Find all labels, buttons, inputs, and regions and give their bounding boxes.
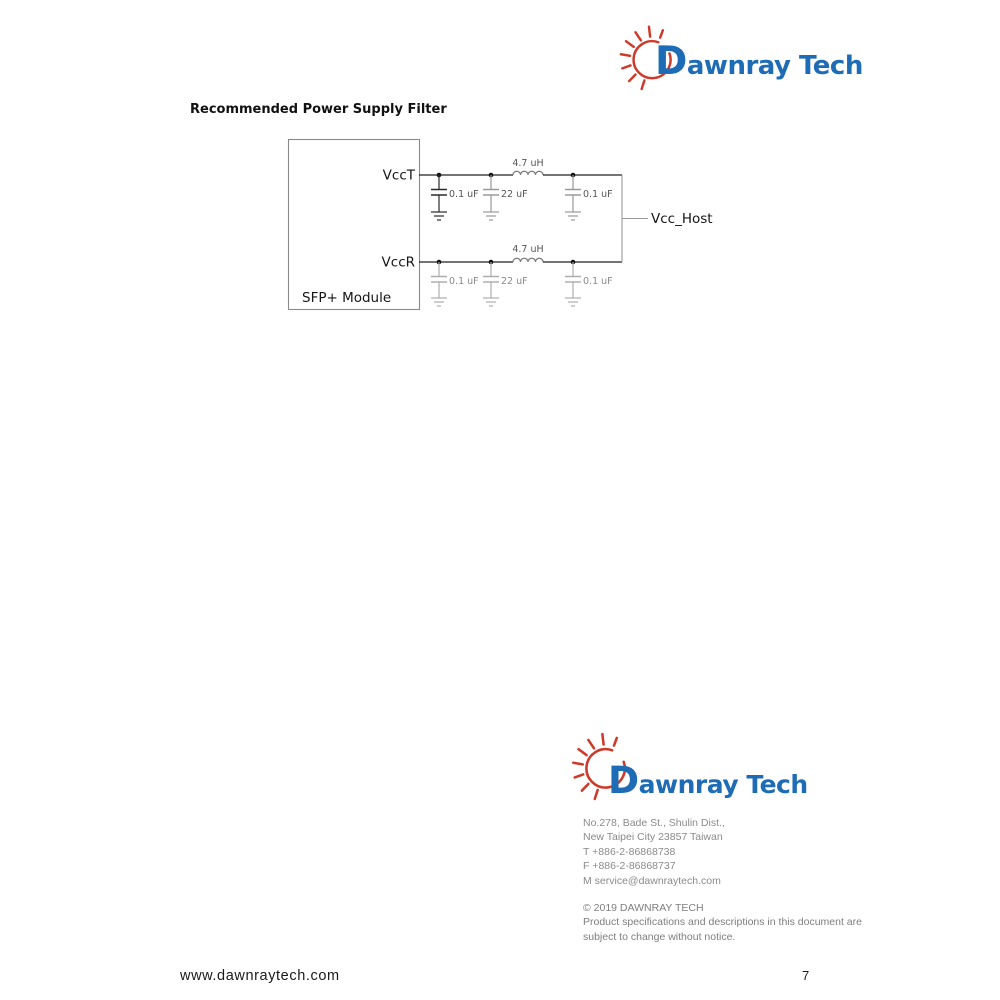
inductor-value-label: 4.7 uH bbox=[512, 244, 544, 255]
vcct-rail bbox=[419, 158, 622, 220]
capacitor-symbol bbox=[431, 175, 447, 220]
cap-value-label: 0.1 uF bbox=[583, 276, 613, 287]
page-number: 7 bbox=[802, 968, 810, 983]
logo-wordmark: Dawnray Tech bbox=[655, 39, 863, 84]
cap-value-label: 0.1 uF bbox=[583, 189, 613, 200]
legal-notice bbox=[583, 901, 862, 944]
footer-logo bbox=[564, 720, 814, 808]
logo-wordmark: Dawnray Tech bbox=[608, 758, 808, 802]
capacitor-symbol bbox=[483, 262, 499, 306]
inductor-symbol bbox=[513, 258, 543, 262]
inductor-symbol bbox=[513, 171, 543, 175]
phone-line: T +886-2-86868738 bbox=[583, 845, 676, 858]
inductor-value-label: 4.7 uH bbox=[512, 158, 544, 169]
notice-line: Product specifications and descriptions in this document are bbox=[583, 916, 862, 929]
cap-value-label: 0.1 uF bbox=[449, 189, 479, 200]
website-text: www.dawnraytech.com bbox=[180, 968, 340, 984]
pin-vccr-label: VccR bbox=[381, 254, 415, 271]
pin-vcct-label: VccT bbox=[382, 167, 415, 184]
cap-value-label: 22 uF bbox=[501, 189, 528, 200]
module-label: SFP+ Module bbox=[302, 290, 392, 306]
capacitor-symbol bbox=[565, 262, 581, 306]
vcc-host-label: Vcc_Host bbox=[651, 211, 713, 227]
capacitor-symbol bbox=[565, 175, 581, 220]
header-logo bbox=[612, 12, 863, 107]
page-title: Recommended Power Supply Filter bbox=[190, 102, 447, 117]
fax-line: F +886-2-86868737 bbox=[583, 860, 676, 873]
sfp-module-box bbox=[289, 140, 420, 310]
host-output bbox=[622, 175, 713, 262]
capacitor-symbol bbox=[483, 175, 499, 220]
cap-value-label: 22 uF bbox=[501, 276, 528, 287]
notice-line: subject to change without notice. bbox=[583, 930, 736, 943]
vccr-rail bbox=[419, 244, 622, 306]
email-line: M service@dawnraytech.com bbox=[583, 874, 721, 887]
copyright-line: © 2019 DAWNRAY TECH bbox=[583, 902, 704, 914]
cap-value-label: 0.1 uF bbox=[449, 276, 479, 287]
power-filter-circuit-diagram bbox=[285, 135, 715, 320]
capacitor-symbol bbox=[431, 262, 447, 306]
address-line: New Taipei City 23857 Taiwan bbox=[583, 831, 723, 844]
address-line: No.278, Bade St., Shulin Dist., bbox=[583, 817, 725, 829]
contact-info bbox=[583, 816, 725, 888]
